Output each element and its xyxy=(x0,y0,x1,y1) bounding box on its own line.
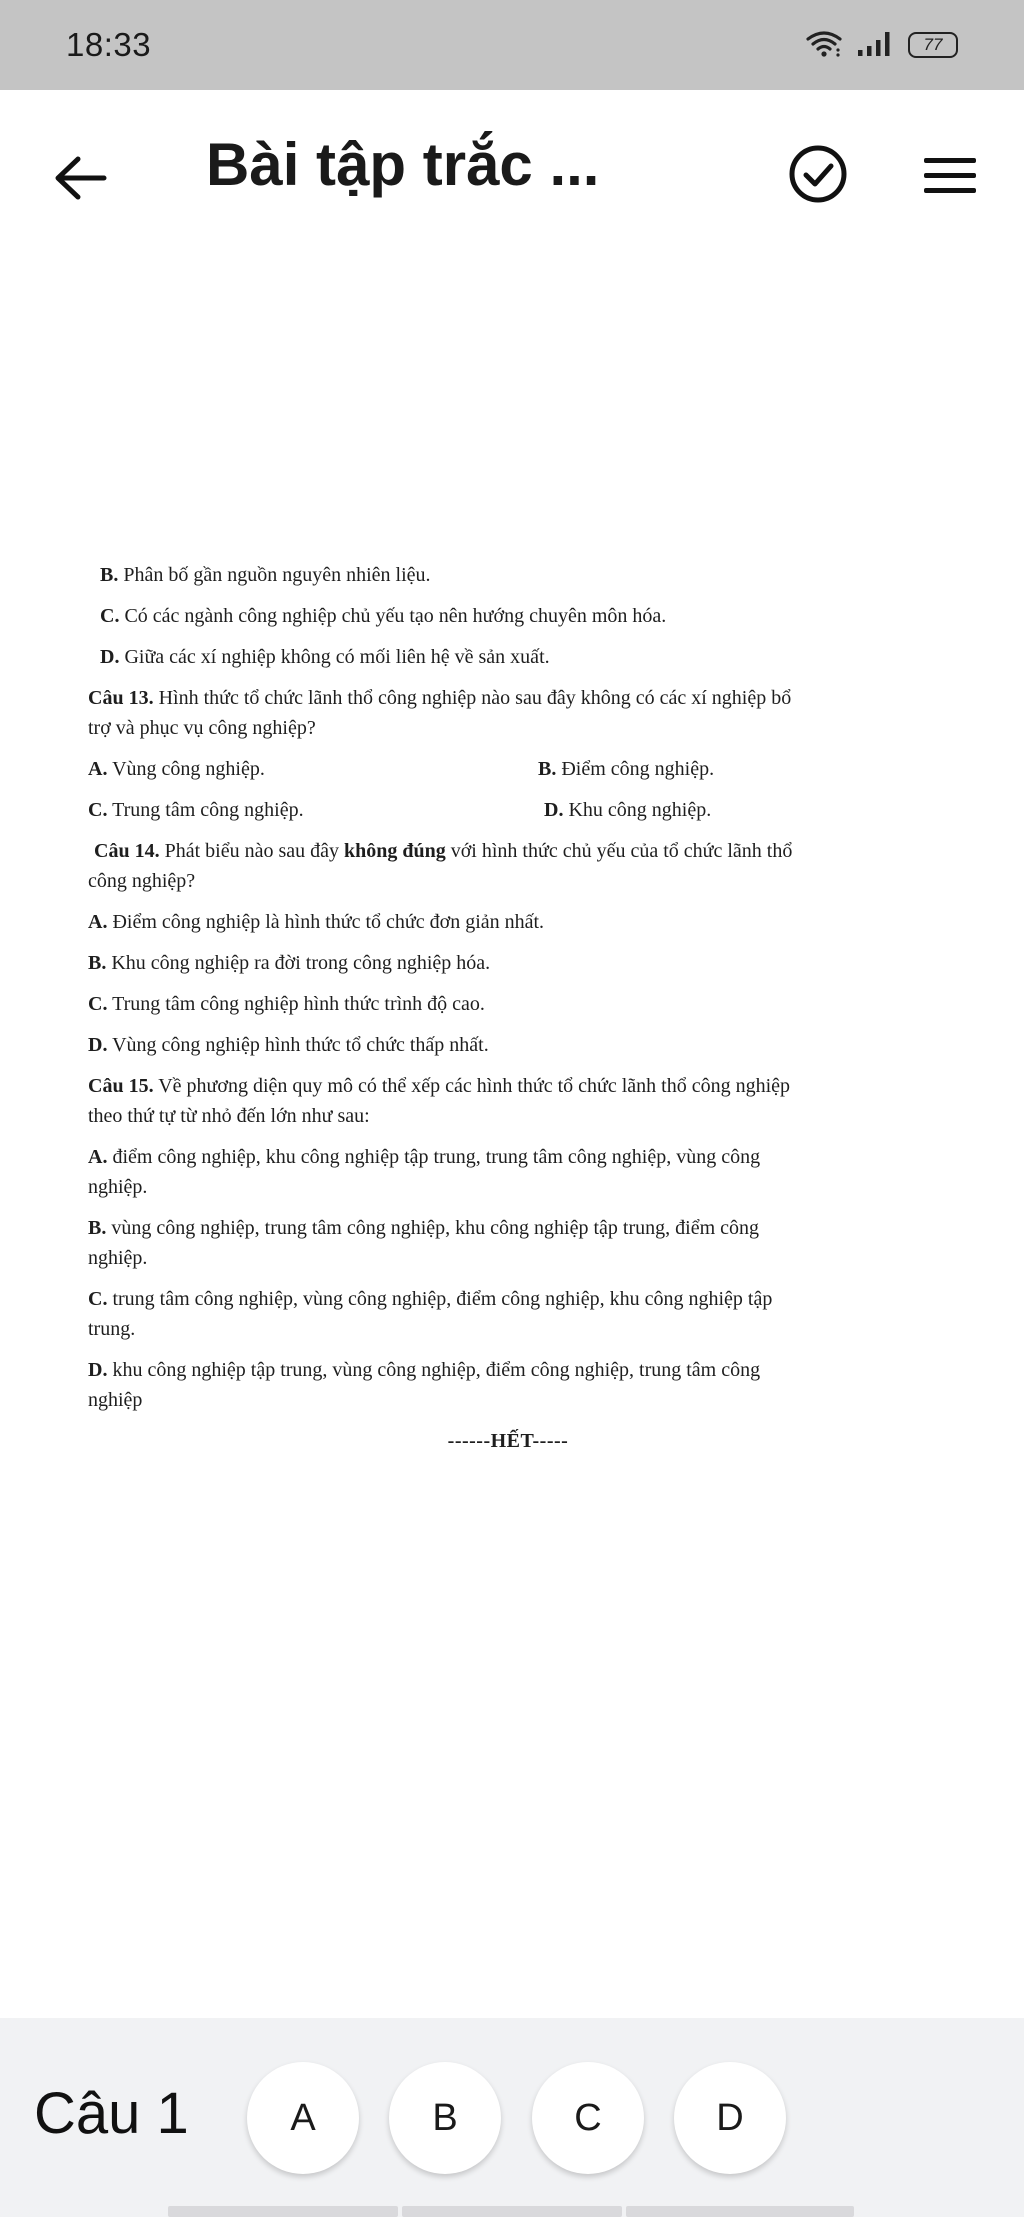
q14-option-d: D. Vùng công nghiệp hình thức tổ chức thấp nhất. xyxy=(88,1034,489,1056)
status-bar xyxy=(0,0,1024,90)
document-page xyxy=(88,560,928,1456)
q15-option-b: B. vùng công nghiệp, trung tâm công nghiệp, khu công nghiệp tập trung, điểm công nghiệp. xyxy=(88,1217,759,1269)
q13-option-a: A. Vùng công nghiệp. xyxy=(88,758,265,780)
q13-option-b: B. Điểm công nghiệp. xyxy=(538,758,715,780)
wifi-icon xyxy=(804,28,844,63)
end-mark: ------HẾT----- xyxy=(447,1430,569,1452)
page-title: Bài tập trắc ... xyxy=(206,131,600,198)
battery-icon: 77 xyxy=(908,32,958,58)
check-circle-icon[interactable] xyxy=(784,140,852,208)
question-15: Câu 15. Về phương diện quy mô có thể xếp các hình thức tổ chức lãnh thổ công nghiệp theo thứ tự từ nhỏ đến lớn như sau: xyxy=(88,1075,791,1127)
q14-option-a: A. Điểm công nghiệp là hình thức tổ chức đơn giản nhất. xyxy=(88,911,545,933)
status-icons xyxy=(804,28,958,63)
home-indicator-segment xyxy=(626,2206,854,2217)
status-time: 18:33 xyxy=(66,26,152,63)
signal-icon xyxy=(856,28,896,63)
app-bar xyxy=(0,90,1024,250)
answer-c-button[interactable]: C xyxy=(532,2062,644,2174)
q13-options-row-1 xyxy=(88,754,928,784)
home-indicator-segment xyxy=(168,2206,398,2217)
back-arrow-icon[interactable] xyxy=(44,142,116,214)
q14-option-b: B. Khu công nghiệp ra đời trong công nghiệp hóa. xyxy=(88,952,491,974)
answer-a-button[interactable]: A xyxy=(247,2062,359,2174)
q12-option-b: B. Phân bố gần nguồn nguyên nhiên liệu. xyxy=(100,564,431,586)
q15-option-d: D. khu công nghiệp tập trung, vùng công nghiệp, điểm công nghiệp, trung tâm công nghiệp xyxy=(88,1359,761,1411)
q15-option-a: A. điểm công nghiệp, khu công nghiệp tập trung, trung tâm công nghiệp, vùng công nghiệp. xyxy=(88,1146,761,1198)
answer-bar xyxy=(0,2018,1024,2217)
question-14: Câu 14. Phát biểu nào sau đây không đúng với hình thức chủ yếu của tổ chức lãnh thổ công nghiệp? xyxy=(88,840,793,892)
answer-d-button[interactable]: D xyxy=(674,2062,786,2174)
question-13: Câu 13. Hình thức tổ chức lãnh thổ công nghiệp nào sau đây không có các xí nghiệp bổ trợ và phục vụ công nghiệp? xyxy=(88,687,792,739)
q13-options-row-2 xyxy=(88,795,928,825)
q12-option-d: D. Giữa các xí nghiệp không có mối liên hệ về sản xuất. xyxy=(100,646,550,668)
q15-option-c: C. trung tâm công nghiệp, vùng công nghiệp, điểm công nghiệp, khu công nghiệp tập trung. xyxy=(88,1288,773,1340)
menu-icon[interactable] xyxy=(916,142,984,210)
home-indicator-segment xyxy=(402,2206,622,2217)
current-question-label: Câu 1 xyxy=(34,2081,189,2146)
q13-option-d: D. Khu công nghiệp. xyxy=(544,799,712,821)
q14-option-c: C. Trung tâm công nghiệp hình thức trình độ cao. xyxy=(88,993,485,1015)
answer-b-button[interactable]: B xyxy=(389,2062,501,2174)
q13-option-c: C. Trung tâm công nghiệp. xyxy=(88,799,304,821)
q12-option-c: C. Có các ngành công nghiệp chủ yếu tạo nên hướng chuyên môn hóa. xyxy=(100,605,667,627)
